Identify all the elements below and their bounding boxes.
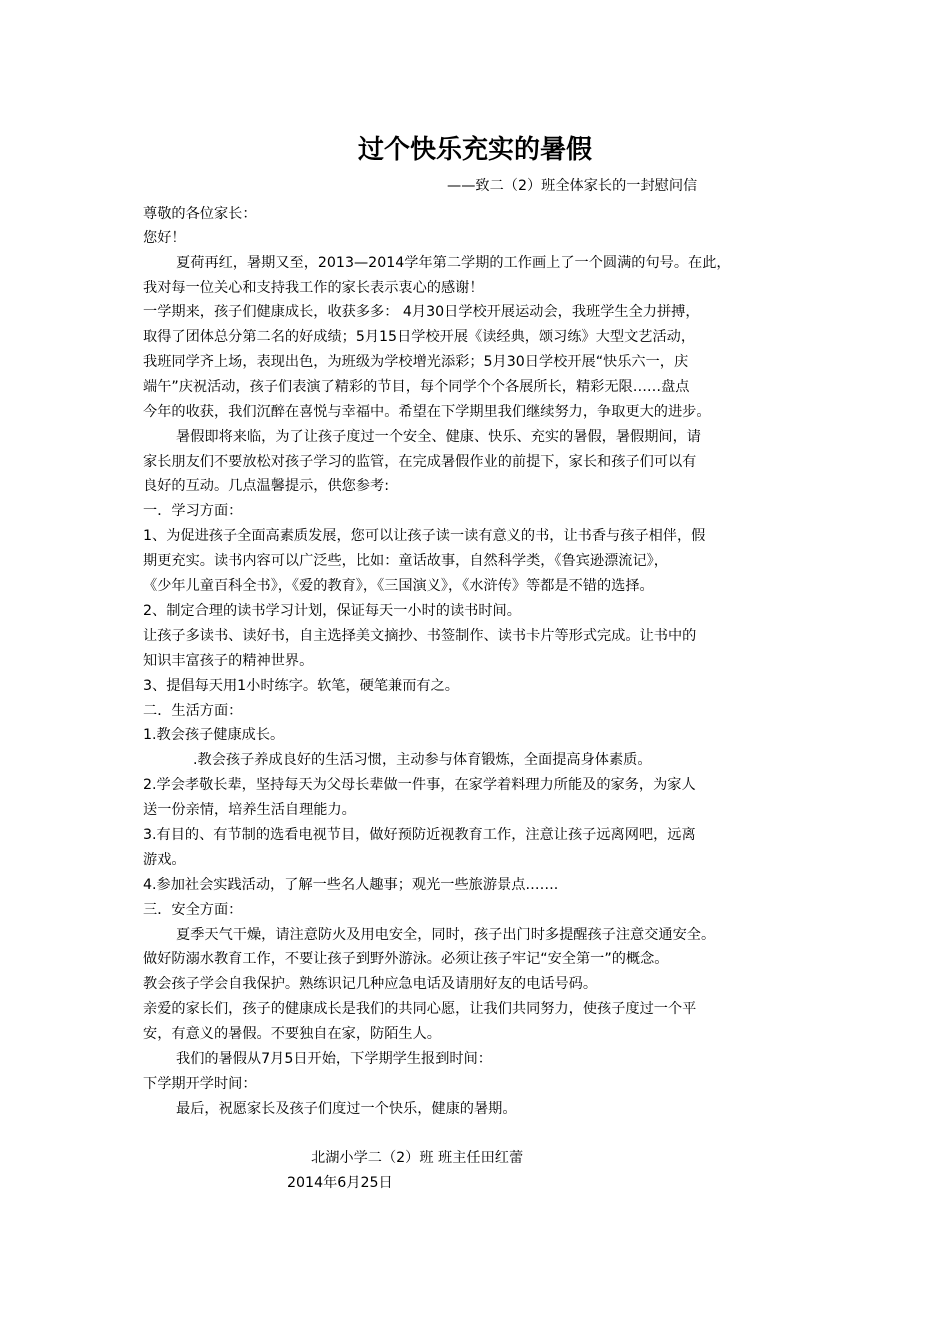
paragraph-line: 2、制定合理的读书学习计划，保证每天一小时的读书时间。 <box>143 603 521 619</box>
paragraph-line: 夏荷再红，暑期又至，2013—2014学年第二学期的工作画上了一个圆满的句号。在此， <box>176 255 731 271</box>
paragraph-line: 3、提倡每天用1小时练字。软笔，硬笔兼而有之。 <box>143 678 459 694</box>
letter-title: 过个快乐充实的暑假 <box>357 135 592 165</box>
paragraph-line: 暑假即将来临，为了让孩子度过一个安全、健康、快乐、充实的暑假，暑假期间，请 <box>176 429 701 445</box>
paragraph-line: 1.教会孩子健康成长。 <box>143 727 285 743</box>
salutation: 尊敬的各位家长： <box>143 206 257 222</box>
section-heading-safety: 三．安全方面： <box>143 902 243 918</box>
paragraph-line: 一学期来，孩子们健康成长，收获多多： 4月30日学校开展运动会，我班学生全力拼搏， <box>143 304 700 320</box>
paragraph-line: 我们的暑假从7月5日开始，下学期学生报到时间： <box>176 1051 492 1067</box>
paragraph-line: 知识丰富孩子的精神世界。 <box>143 653 314 669</box>
paragraph-line: 安，有意义的暑假。不要独自在家，防陌生人。 <box>143 1026 441 1042</box>
paragraph-line: 3.有目的、有节制的选看电视节目，做好预防近视教育工作，注意让孩子远离网吧，远离 <box>143 827 696 843</box>
paragraph-line: 夏季天气干燥，请注意防火及用电安全，同时，孩子出门时多提醒孩子注意交通安全。 <box>176 927 716 943</box>
section-heading-life: 二．生活方面： <box>143 703 243 719</box>
paragraph-line: 4.参加社会实践活动，了解一些名人趣事；观光一些旅游景点……. <box>143 877 559 893</box>
closing-line: 最后，祝愿家长及孩子们度过一个快乐，健康的暑期。 <box>176 1101 517 1117</box>
paragraph-line: .教会孩子养成良好的生活习惯，主动参与体育锻炼，全面提高身体素质。 <box>193 752 652 768</box>
paragraph-line: 做好防溺水教育工作，不要让孩子到野外游泳。必须让孩子牢记“安全第一”的概念。 <box>143 951 669 967</box>
paragraph-line: 游戏。 <box>143 852 186 868</box>
paragraph-line: 期更充实。读书内容可以广泛些，比如：童话故事，自然科学类，《鲁宾逊漂流记》， <box>143 553 668 569</box>
paragraph-line: 家长朋友们不要放松对孩子学习的监管，在完成暑假作业的前提下，家长和孩子们可以有 <box>143 454 697 470</box>
section-heading-study: 一．学习方面： <box>143 503 243 519</box>
paragraph-line: 我班同学齐上场，表现出色，为班级为学校增光添彩；5月30日学校开展“快乐六一，庆 <box>143 354 689 370</box>
paragraph-line: 2.学会孝敬长辈，坚持每天为父母长辈做一件事，在家学着料理力所能及的家务，为家人 <box>143 777 696 793</box>
paragraph-line: 让孩子多读书、读好书，自主选择美文摘抄、书签制作、读书卡片等形式完成。让书中的 <box>143 628 697 644</box>
paragraph-line: 《少年儿童百科全书》，《爱的教育》，《三国演义》，《水浒传》等都是不错的选择。 <box>143 578 654 594</box>
paragraph-line: 1、为促进孩子全面高素质发展，您可以让孩子读一读有意义的书，让书香与孩子相伴，假 <box>143 528 706 544</box>
greeting: 您好！ <box>143 230 186 246</box>
paragraph-line: 下学期开学时间： <box>143 1076 257 1092</box>
paragraph-line: 端午”庆祝活动，孩子们表演了精彩的节目，每个同学个个各展所长，精彩无限……盘点 <box>143 379 690 395</box>
paragraph-line: 亲爱的家长们，孩子的健康成长是我们的共同心愿，让我们共同努力，使孩子度过一个平 <box>143 1001 697 1017</box>
paragraph-line: 送一份亲情，培养生活自理能力。 <box>143 802 356 818</box>
paragraph-line: 今年的收获，我们沉醉在喜悦与幸福中。希望在下学期里我们继续努力，争取更大的进步。 <box>143 404 711 420</box>
paragraph-line: 教会孩子学会自我保护。熟练识记几种应急电话及请朋好友的电话号码。 <box>143 976 598 992</box>
signature: 北湖小学二（2）班 班主任田红蕾 <box>311 1150 524 1166</box>
paragraph-line: 良好的互动。几点温馨提示，供您参考: <box>143 478 389 494</box>
paragraph-line: 我对每一位关心和支持我工作的家长表示衷心的感谢！ <box>143 280 484 296</box>
letter-date: 2014年6月25日 <box>287 1175 393 1191</box>
paragraph-line: 取得了团体总分第二名的好成绩；5月15日学校开展《读经典，颂习练》大型文艺活动， <box>143 329 696 345</box>
letter-subtitle: ——致二（2）班全体家长的一封慰问信 <box>447 178 698 194</box>
